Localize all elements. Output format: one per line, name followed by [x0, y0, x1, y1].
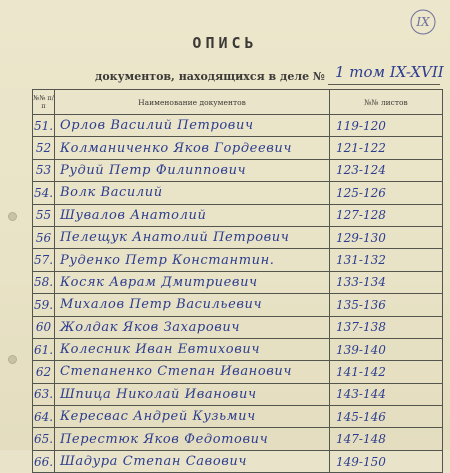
case-number-underline [328, 84, 440, 85]
column-header-sheets: №№ листов [330, 90, 443, 115]
row-sheets: 143-144 [330, 383, 443, 405]
row-name: Перестюк Яков Федотович [55, 428, 330, 450]
row-number: 54. [33, 182, 55, 204]
row-name: Колесник Иван Евтихович [55, 338, 330, 360]
row-sheets: 147-148 [330, 428, 443, 450]
row-sheets: 131-132 [330, 249, 443, 271]
table-row [33, 115, 443, 137]
row-name: Колманиченко Яков Гордеевич [55, 137, 330, 159]
row-name: Орлов Василий Петрович [55, 115, 330, 137]
row-number: 66. [33, 450, 55, 472]
row-sheets: 149-150 [330, 450, 443, 472]
table-row [33, 226, 443, 248]
punch-hole [8, 355, 17, 364]
row-sheets: 119-120 [330, 115, 443, 137]
row-sheets: 141-142 [330, 361, 443, 383]
row-name: Рудий Петр Филиппович [55, 159, 330, 181]
row-name: Кересвас Андрей Кузьмич [55, 406, 330, 428]
row-number: 59. [33, 294, 55, 316]
row-name: Пелещук Анатолий Петрович [55, 226, 330, 248]
row-number: 53 [33, 159, 55, 181]
row-number: 56 [33, 226, 55, 248]
row-name: Михалов Петр Васильевич [55, 294, 330, 316]
row-sheets: 145-146 [330, 406, 443, 428]
table-row [33, 294, 443, 316]
page-title: ОПИСЬ [192, 34, 258, 52]
table-row [33, 338, 443, 360]
row-name: Жолдак Яков Захарович [55, 316, 330, 338]
table-row [33, 406, 443, 428]
row-number: 62 [33, 361, 55, 383]
row-number: 64. [33, 406, 55, 428]
row-name: Шпица Николай Иванович [55, 383, 330, 405]
table-row [33, 159, 443, 181]
row-number: 58. [33, 271, 55, 293]
table-row [33, 450, 443, 472]
row-name: Волк Василий [55, 182, 330, 204]
table-row [33, 383, 443, 405]
row-name: Степаненко Степан Иванович [55, 361, 330, 383]
row-sheets: 127-128 [330, 204, 443, 226]
column-header-number: №№ п/п [33, 90, 55, 115]
row-sheets: 133-134 [330, 271, 443, 293]
row-name: Руденко Петр Константин. [55, 249, 330, 271]
row-number: 55 [33, 204, 55, 226]
row-number: 65. [33, 428, 55, 450]
table-row [33, 182, 443, 204]
column-header-name: Наименование документов [55, 90, 330, 115]
table-row [33, 249, 443, 271]
row-name: Косяк Аврам Дмитриевич [55, 271, 330, 293]
row-number: 60 [33, 316, 55, 338]
document-subtitle: документов, находящихся в деле № [95, 70, 325, 83]
row-number: 61. [33, 338, 55, 360]
row-sheets: 129-130 [330, 226, 443, 248]
case-number: 1 том IX-XVII [335, 63, 444, 81]
row-number: 57. [33, 249, 55, 271]
table-row [33, 271, 443, 293]
table-header-row [33, 90, 443, 115]
table-row [33, 428, 443, 450]
row-number: 51. [33, 115, 55, 137]
row-sheets: 123-124 [330, 159, 443, 181]
row-sheets: 125-126 [330, 182, 443, 204]
row-sheets: 135-136 [330, 294, 443, 316]
row-name: Шувалов Анатолий [55, 204, 330, 226]
row-name: Шадура Степан Савович [55, 450, 330, 472]
inventory-table [32, 89, 443, 473]
punch-hole [8, 212, 17, 221]
table-row [33, 204, 443, 226]
row-sheets: 121-122 [330, 137, 443, 159]
table-row [33, 137, 443, 159]
row-sheets: 137-138 [330, 316, 443, 338]
table-row [33, 316, 443, 338]
row-number: 63. [33, 383, 55, 405]
corner-mark-text: IX [416, 15, 430, 29]
table-row [33, 361, 443, 383]
row-number: 52 [33, 137, 55, 159]
row-sheets: 139-140 [330, 338, 443, 360]
